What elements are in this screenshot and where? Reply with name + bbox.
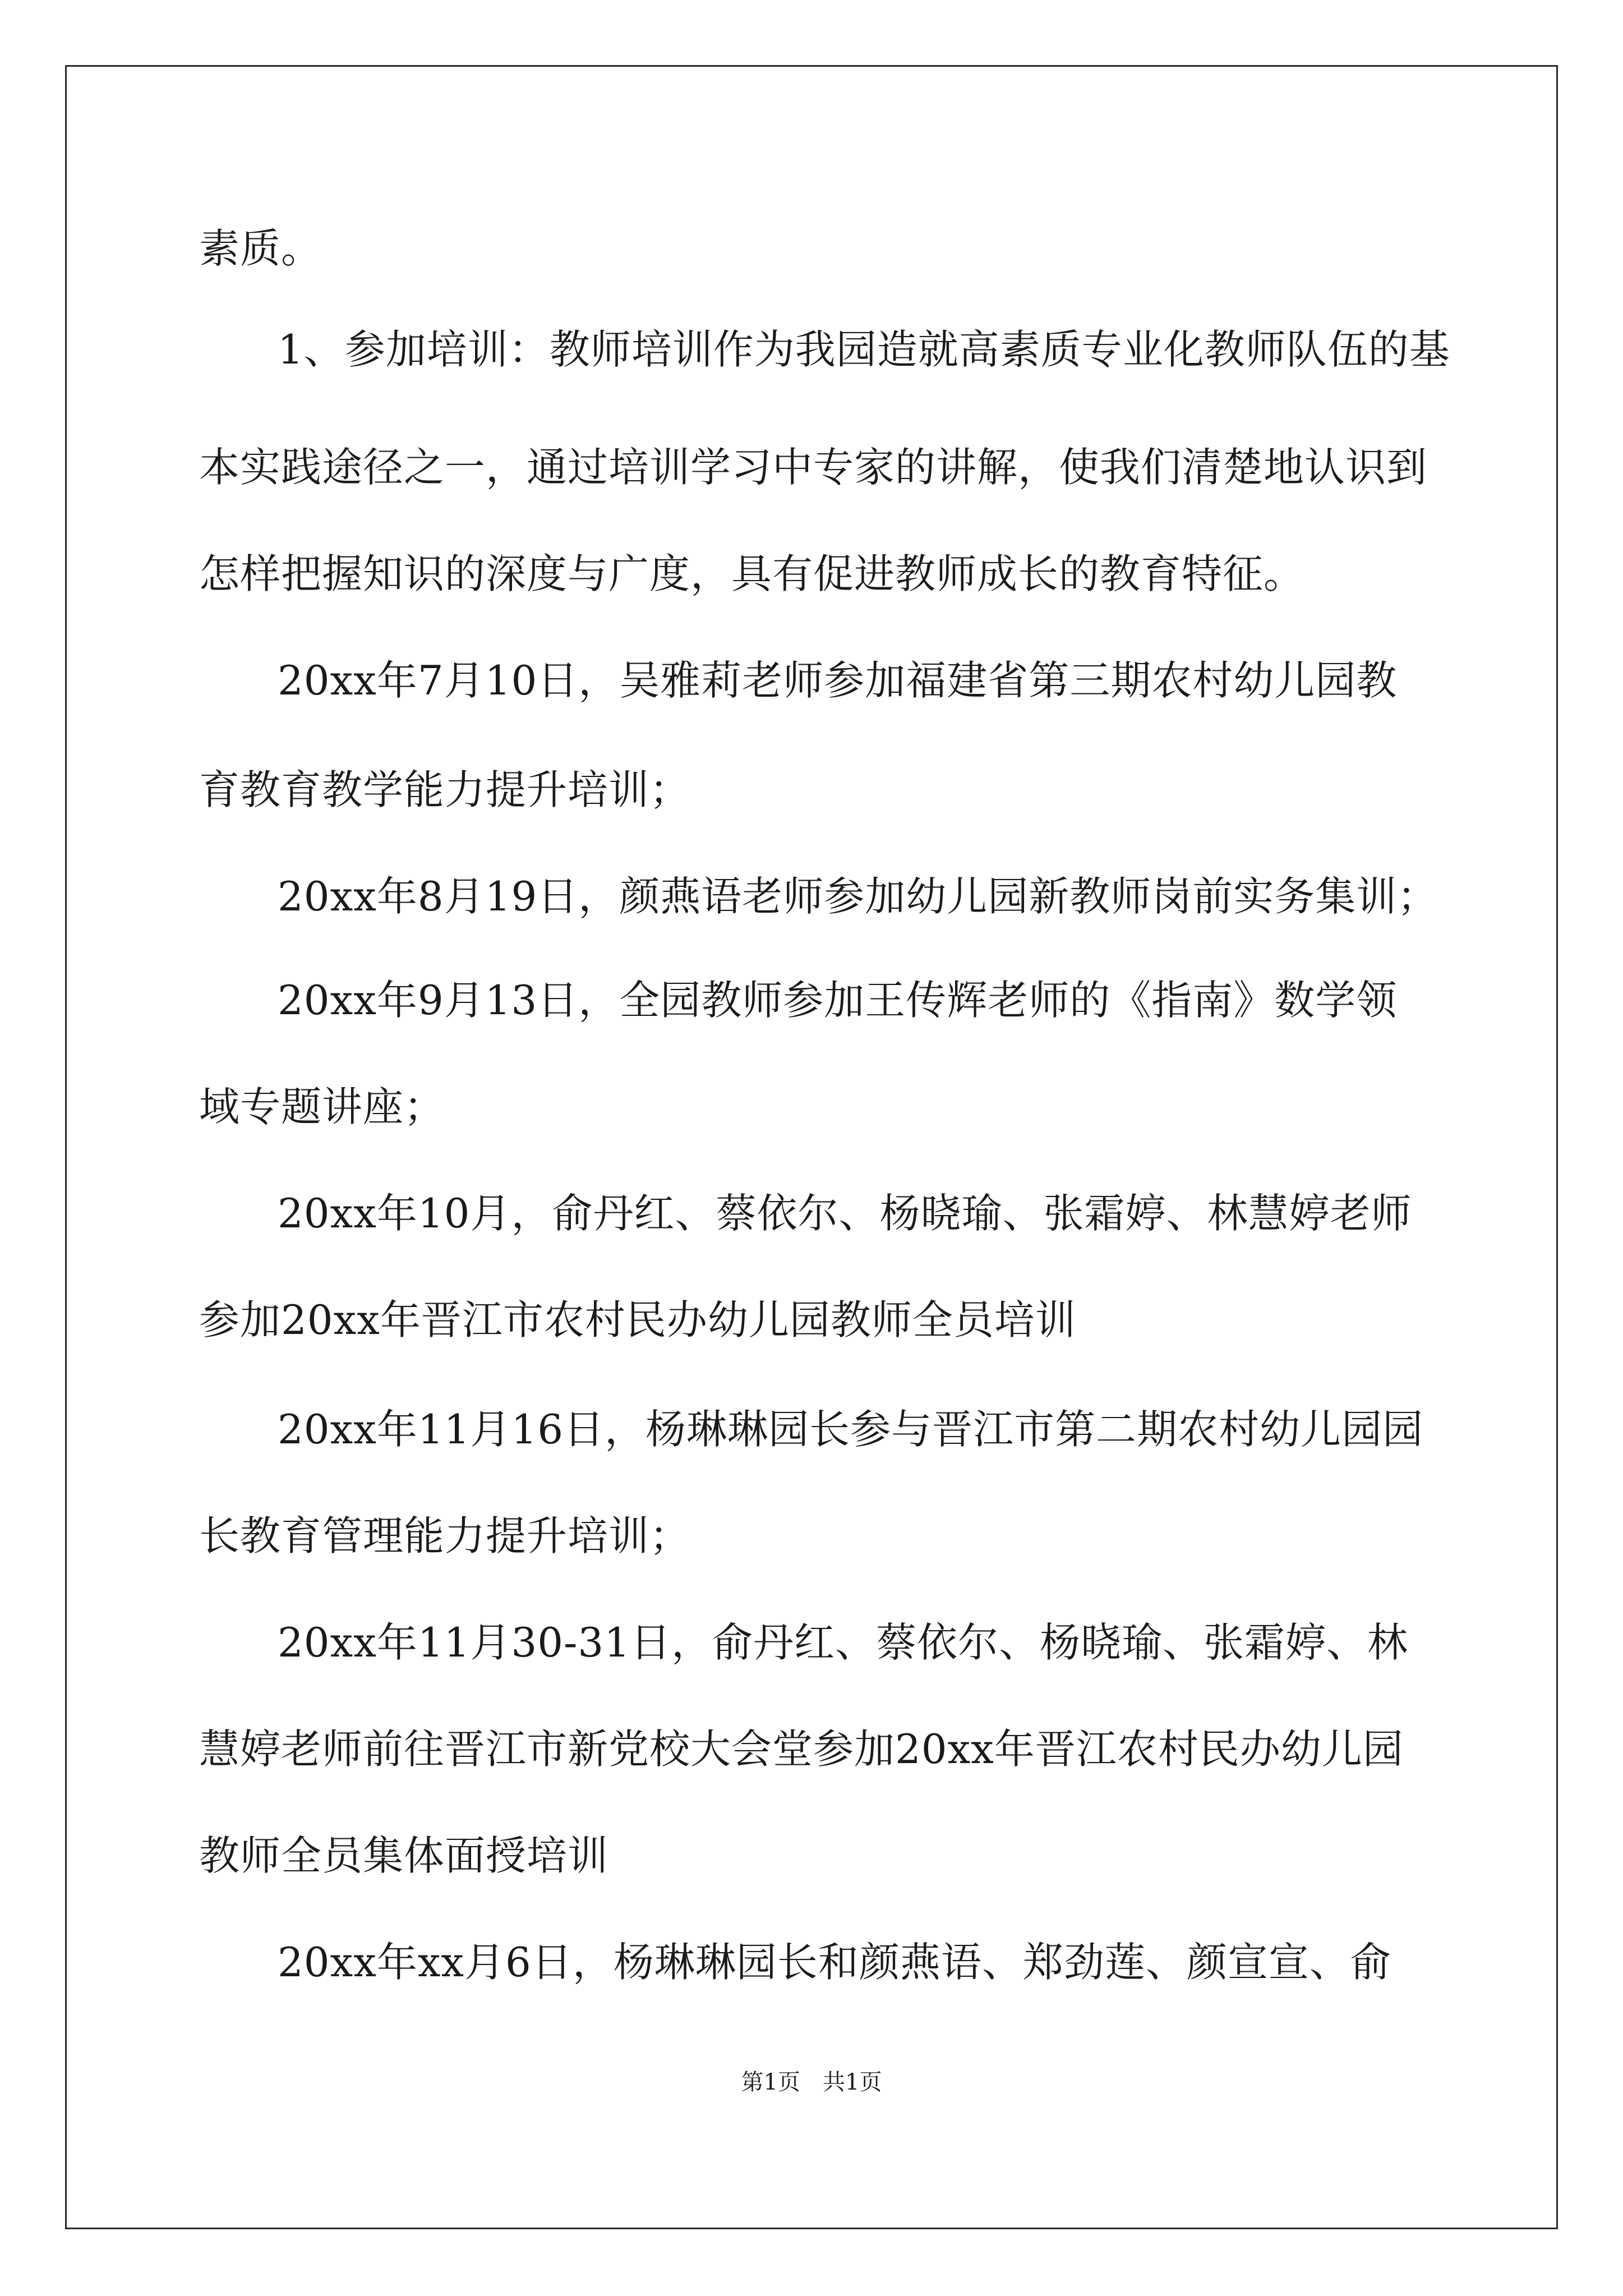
text-line: 20xx年11月16日，杨琳琳园长参与晋江市第二期农村幼儿园园 xyxy=(278,1406,1424,1453)
text-line: 20xx年9月13日，全园教师参加王传辉老师的《指南》数学领 xyxy=(278,977,1398,1024)
text-line: 怎样把握知识的深度与广度，具有促进教师成长的教育特征。 xyxy=(199,550,1305,597)
text-line: 本实践途径之一，通过培训学习中专家的讲解，使我们清楚地认识到 xyxy=(199,444,1428,491)
page-footer xyxy=(0,2067,1623,2098)
text-line: 教师全员集体面授培训 xyxy=(199,1832,609,1879)
page-number-total: 共1页 xyxy=(823,2069,882,2095)
text-line: 1、参加培训：教师培训作为我园造就高素质专业化教师队伍的基 xyxy=(278,326,1450,373)
text-line: 育教育教学能力提升培训； xyxy=(199,766,691,813)
page-border xyxy=(65,65,1558,2229)
text-line: 20xx年11月30-31日，俞丹红、蔡依尔、杨晓瑜、张霜婷、林 xyxy=(278,1619,1409,1666)
text-line: 域专题讲座； xyxy=(199,1083,445,1130)
text-line: 20xx年8月19日，颜燕语老师参加幼儿园新教师岗前实务集训； xyxy=(278,873,1438,920)
text-line: 慧婷老师前往晋江市新党校大会堂参加20xx年晋江农村民办幼儿园 xyxy=(199,1726,1404,1773)
text-line: 长教育管理能力提升培训； xyxy=(199,1512,691,1559)
text-line: 20xx年7月10日，吴雅莉老师参加福建省第三期农村幼儿园教 xyxy=(278,657,1398,704)
page-number-current: 第1页 xyxy=(741,2069,800,2095)
text-line: 素质。 xyxy=(199,225,322,272)
text-line: 20xx年10月，俞丹红、蔡依尔、杨晓瑜、张霜婷、林慧婷老师 xyxy=(278,1190,1412,1237)
text-line: 参加20xx年晋江市农村民办幼儿园教师全员培训 xyxy=(199,1296,1076,1343)
text-line: 20xx年xx月6日，杨琳琳园长和颜燕语、郑劲莲、颜宣宣、俞 xyxy=(278,1939,1391,1986)
